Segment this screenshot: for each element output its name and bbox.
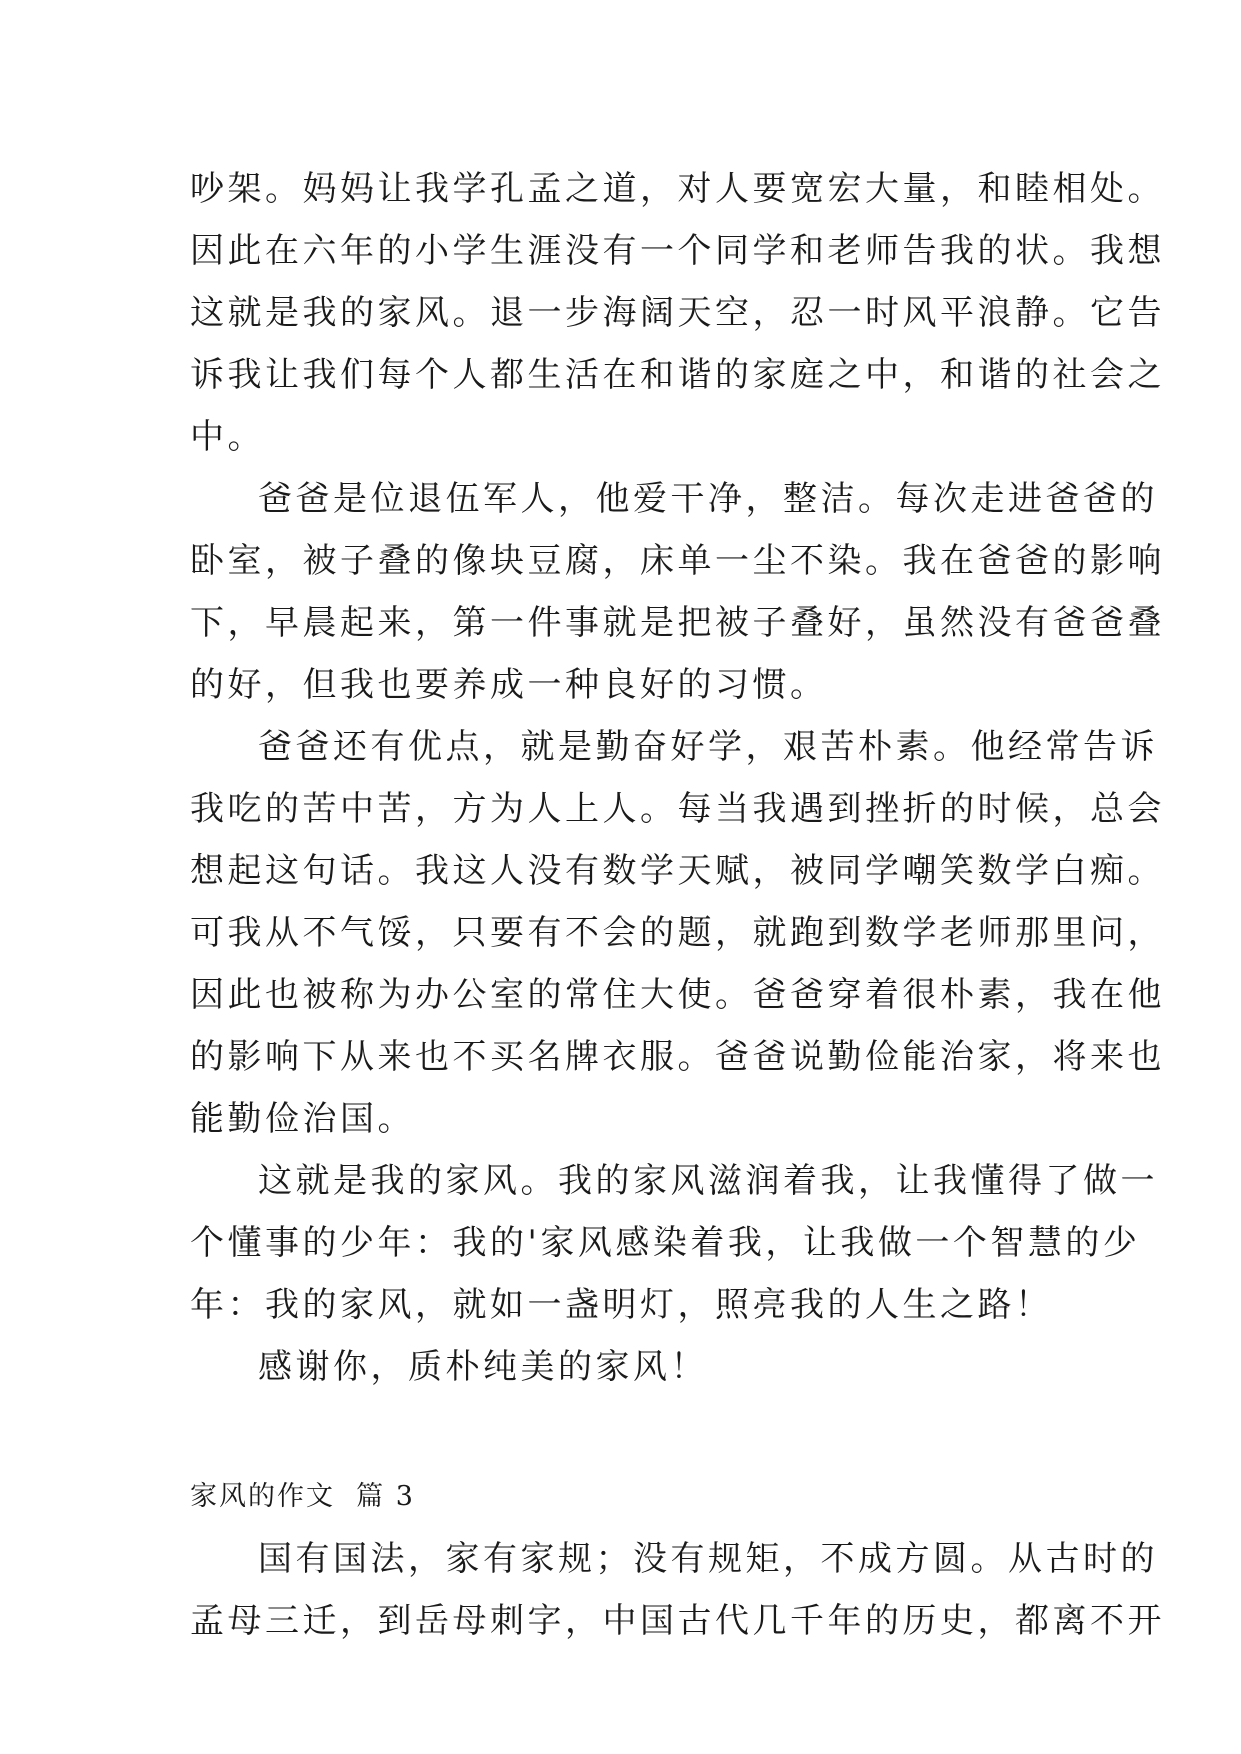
section-spacer	[190, 1398, 1070, 1466]
paragraph	[190, 158, 1165, 468]
document-body	[190, 158, 1165, 1652]
paragraph	[190, 716, 1165, 1150]
text-line: 诉我让我们每个人都生活在和谐的家庭之中，和谐的社会之	[190, 355, 1165, 395]
text-line: 因此在六年的小学生涯没有一个同学和老师告我的状。我想	[190, 231, 1165, 271]
section-heading: 家风的作文 篇 3	[190, 1481, 415, 1512]
text-line: 中。	[190, 417, 265, 457]
text-line: 这就是我的家风。我的家风滋润着我，让我懂得了做一	[258, 1161, 1158, 1201]
text-line: 的好，但我也要养成一种良好的习惯。	[190, 665, 828, 705]
text-line: 能勤俭治国。	[190, 1099, 415, 1139]
text-line: 的影响下从来也不买名牌衣服。爸爸说勤俭能治家，将来也	[190, 1037, 1165, 1077]
text-line: 孟母三迁，到岳母刺字，中国古代几千年的历史，都离不开	[190, 1601, 1165, 1641]
text-line: 国有国法，家有家规；没有规矩，不成方圆。从古时的	[258, 1539, 1158, 1579]
text-line: 感谢你，质朴纯美的家风！	[258, 1347, 708, 1387]
text-line: 卧室，被子叠的像块豆腐，床单一尘不染。我在爸爸的影响	[190, 541, 1165, 581]
paragraph	[190, 1150, 1158, 1336]
text-line: 爸爸还有优点，就是勤奋好学，艰苦朴素。他经常告诉	[258, 727, 1158, 767]
text-line: 因此也被称为办公室的常住大使。爸爸穿着很朴素，我在他	[190, 975, 1165, 1015]
text-line: 个懂事的少年：我的'家风感染着我，让我做一个智慧的少	[190, 1223, 1141, 1263]
text-line: 想起这句话。我这人没有数学天赋，被同学嘲笑数学白痴。	[190, 851, 1165, 891]
text-line: 我吃的苦中苦，方为人上人。每当我遇到挫折的时候，总会	[190, 789, 1165, 829]
text-line: 下，早晨起来，第一件事就是把被子叠好，虽然没有爸爸叠	[190, 603, 1165, 643]
text-line: 可我从不气馁，只要有不会的题，就跑到数学老师那里问，	[190, 913, 1165, 953]
text-line: 年：我的家风，就如一盏明灯，照亮我的人生之路！	[190, 1285, 1053, 1325]
text-line: 爸爸是位退伍军人，他爱干净，整洁。每次走进爸爸的	[258, 479, 1158, 519]
paragraph	[190, 468, 1165, 716]
text-line: 这就是我的家风。退一步海阔天空，忍一时风平浪静。它告	[190, 293, 1165, 333]
paragraph	[190, 1528, 1165, 1652]
text-line: 吵架。妈妈让我学孔孟之道，对人要宽宏大量，和睦相处。	[190, 169, 1165, 209]
paragraph	[190, 1336, 1070, 1398]
